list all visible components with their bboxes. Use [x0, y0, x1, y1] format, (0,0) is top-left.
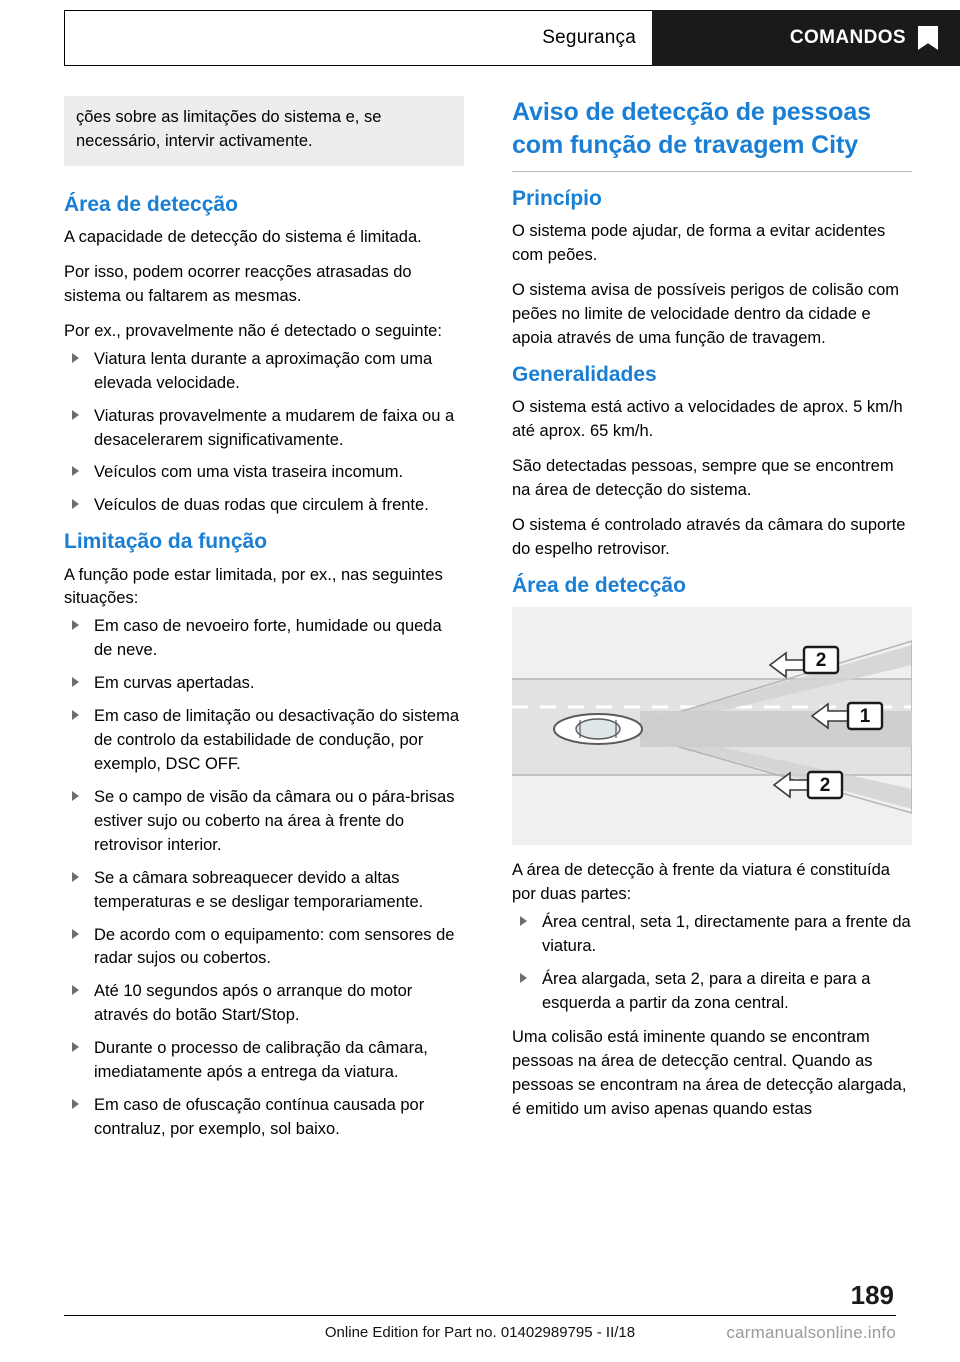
title-divider: [512, 171, 912, 172]
list-item: [64, 672, 464, 696]
page-header: [64, 10, 960, 66]
triangle-bullet-icon: [72, 620, 79, 630]
list-item-label: Se a câmara sobreaquecer devido a altas temperaturas e se desligar temporariamente.: [94, 868, 424, 911]
paragraph: Uma colisão está iminente quando se encontram pessoas na área de detecção central. Quando as pessoas se encontram na área de detecção alargada, é emitido um aviso apenas quando estas: [512, 1028, 907, 1119]
triangle-bullet-icon: [72, 872, 79, 882]
triangle-bullet-icon: [520, 973, 527, 983]
triangle-bullet-icon: [72, 353, 79, 363]
list-item-label: Veículos com uma vista traseira incomum.: [94, 463, 404, 482]
list-item-label: Em caso de ofuscação contínua causada por contraluz, por exemplo, sol baixo.: [94, 1096, 425, 1138]
triangle-bullet-icon: [72, 1099, 79, 1109]
list-item: [64, 348, 464, 396]
list-item-label: Viaturas provavelmente a mudarem de faixa ou a desacelerarem significativamente.: [94, 406, 455, 449]
bookmark-icon: [918, 26, 938, 50]
heading-area-de-deteccao-left: Área de detecção: [64, 192, 238, 216]
heading-area-de-deteccao-right: Área de detecção: [512, 573, 686, 597]
list-item-label: Até 10 segundos após o arranque do motor através do botão Start/Stop.: [94, 982, 413, 1025]
right-column: [512, 96, 912, 1133]
list-item: [64, 980, 464, 1028]
paragraph: O sistema avisa de possíveis perigos de colisão com peões no limite de velocidade dentro da cidade e apoia através de uma função de travagem.: [512, 281, 900, 347]
list-item: [64, 867, 464, 915]
paragraph: O sistema é controlado através da câmara do suporte do espelho retrovisor.: [512, 515, 906, 558]
list-item-label: Durante o processo de calibração da câmara, imediatamente após a entrega da viatura.: [94, 1039, 428, 1082]
triangle-bullet-icon: [72, 791, 79, 801]
triangle-bullet-icon: [72, 1042, 79, 1052]
triangle-bullet-icon: [72, 929, 79, 939]
svg-text:2: 2: [819, 774, 831, 796]
page-number: 189: [850, 1280, 894, 1310]
triangle-bullet-icon: [72, 710, 79, 720]
list-item: [64, 1037, 464, 1085]
list-item: [64, 494, 464, 518]
triangle-bullet-icon: [72, 677, 79, 687]
list-item-label: Viatura lenta durante a aproximação com uma elevada velocidade.: [94, 349, 433, 392]
detection-area-diagram: [512, 607, 912, 845]
paragraph: O sistema está activo a velocidades de aprox. 5 km/h até aprox. 65 km/h.: [512, 398, 903, 441]
list-item: [64, 705, 464, 777]
triangle-bullet-icon: [72, 985, 79, 995]
heading-principio: Princípio: [512, 187, 602, 210]
tab-comandos[interactable]: [652, 10, 960, 66]
list-item: [512, 968, 912, 1016]
triangle-bullet-icon: [520, 916, 527, 926]
paragraph: Por ex., provavelmente não é detectado o seguinte:: [64, 321, 442, 340]
page-footer: [64, 1280, 896, 1344]
heading-generalidades: Generalidades: [512, 362, 657, 386]
list-item-label: Se o campo de visão da câmara ou o pára-brisas estiver sujo ou coberto na área à frente do retrovisor interior.: [94, 787, 455, 854]
list-item: [64, 405, 464, 453]
heading-limitacao-da-funcao: Limitação da função: [64, 530, 268, 554]
list-item-label: Área central, seta 1, directamente para a frente da viatura.: [542, 912, 911, 955]
list-item-label: Em caso de limitação ou desactivação do sistema de controlo da estabilidade de condução, por exemplo, DSC OFF.: [94, 707, 460, 774]
paragraph: São detectadas pessoas, sempre que se encontrem na área de detecção do sistema.: [512, 456, 894, 499]
paragraph: A área de detecção à frente da viatura é constituída por duas partes:: [512, 860, 890, 903]
list-item-label: Veículos de duas rodas que circulem à frente.: [94, 496, 429, 515]
watermark-text: carmanualsonline.info: [726, 1323, 896, 1342]
list-item-label: Em caso de nevoeiro forte, humidade ou queda de neve.: [94, 617, 442, 660]
list-item: [64, 461, 464, 485]
list-item-label: Área alargada, seta 2, para a direita e para a esquerda a partir da zona central.: [542, 969, 871, 1012]
svg-text:2: 2: [815, 649, 827, 671]
paragraph: A função pode estar limitada, por ex., nas seguintes situações:: [64, 565, 443, 608]
car-top-view-icon: [554, 714, 642, 744]
svg-text:1: 1: [859, 705, 871, 727]
edition-text: Online Edition for Part no. 01402989795 - II/18: [324, 1324, 636, 1341]
tab-seguranca-label: Segurança: [542, 27, 636, 48]
bullet-list-area-deteccao: [512, 911, 912, 1016]
footer-divider: [64, 1315, 896, 1316]
list-item: [64, 1094, 464, 1142]
list-item: [64, 924, 464, 972]
triangle-bullet-icon: [72, 499, 79, 509]
list-item: [64, 786, 464, 858]
paragraph: A capacidade de detecção do sistema é limitada.: [64, 228, 422, 247]
list-item: [512, 911, 912, 959]
triangle-bullet-icon: [72, 410, 79, 420]
list-item-label: Em curvas apertadas.: [94, 674, 255, 693]
tab-comandos-label: COMANDOS: [789, 27, 906, 48]
bullet-list-deteccao: [64, 348, 464, 519]
left-column: [64, 96, 464, 1153]
page-title: Aviso de detecção de pessoas com função de travagem City: [512, 98, 871, 159]
tab-seguranca[interactable]: [64, 10, 652, 66]
triangle-bullet-icon: [72, 466, 79, 476]
bullet-list-limitacao: [64, 615, 464, 1142]
paragraph: Por isso, podem ocorrer reacções atrasadas do sistema ou faltarem as mesmas.: [64, 263, 412, 305]
list-item: [64, 615, 464, 663]
list-item-label: De acordo com o equipamento: com sensores de radar sujos ou cobertos.: [94, 925, 455, 968]
detection-area-illustration: [512, 607, 912, 845]
paragraph: O sistema pode ajudar, de forma a evitar acidentes com peões.: [512, 222, 886, 265]
carryover-text: ções sobre as limitações do sistema e, se necessário, intervir activamente.: [64, 96, 464, 166]
